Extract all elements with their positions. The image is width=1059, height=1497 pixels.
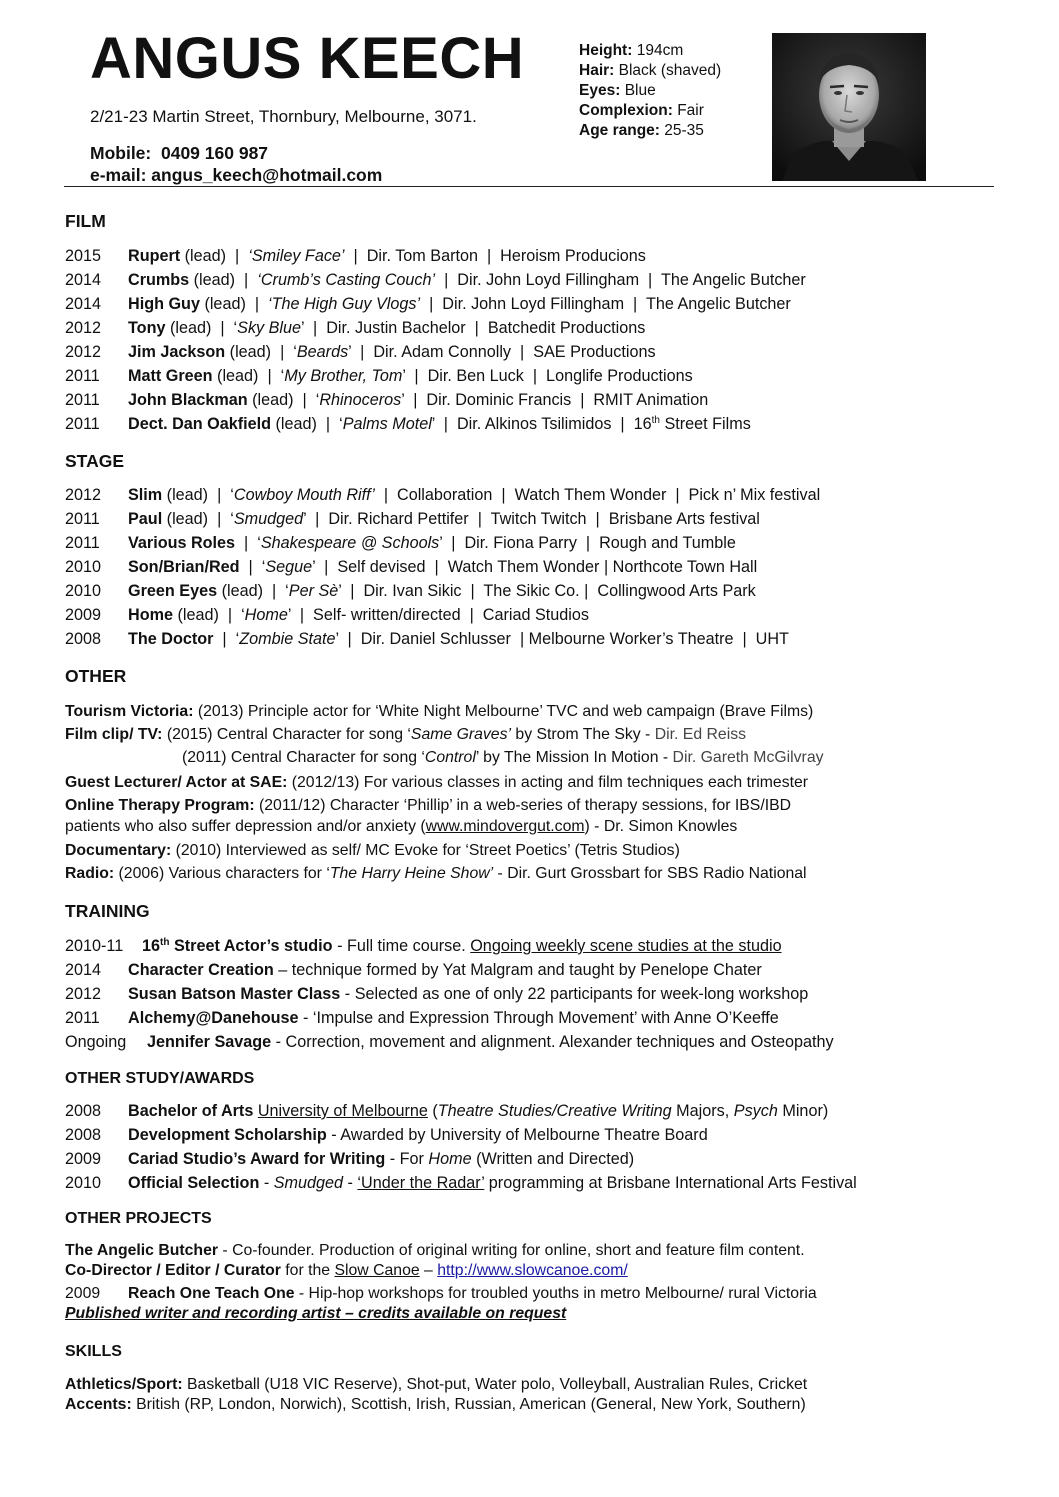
production-title: ‘Smiley Face’ [248,247,345,265]
song-title: Same Graves’ [410,726,512,743]
year: 2014 [65,271,102,289]
year: 2009 [65,1150,102,1168]
year: 2014 [65,961,102,979]
item-text-underlined: Ongoing weekly scene studies at the studio [470,937,782,955]
list-item [65,1284,817,1304]
course-name: Susan Batson Master Class [128,985,341,1003]
stat-label: Age range: [579,122,660,139]
list-item [65,1123,857,1147]
stat-label: Hair: [579,62,615,79]
role: Paul [128,510,163,528]
project-title: Slow Canoe [334,1262,420,1279]
role: Various Roles [128,534,236,552]
item-text: - For [385,1150,429,1168]
year: 2009 [65,1285,101,1302]
email-line [90,164,382,186]
list-item [65,1395,807,1415]
production-title: Palms Motel [342,415,432,433]
stat-height [579,41,721,61]
separator: | ‘ [235,534,261,552]
list-item [65,364,806,388]
lead-tag: (lead) [247,391,294,409]
course-name: Street Actor’s studio [169,937,333,955]
stat-value: 194cm [636,42,684,59]
award-name: Cariad Studio’s Award for Writing [128,1150,386,1168]
production-title: Cowboy Mouth Riff’ [233,486,375,504]
item-text: ’ by The Mission In Motion - [475,749,673,766]
mobile-number: 0409 160 987 [160,143,269,163]
production-title: Rhinoceros [319,391,402,409]
other-list [65,702,824,887]
stat-label: Complexion: [579,102,673,119]
section-heading-other: OTHER [65,666,127,686]
year: 2010 [65,582,102,600]
production-title: Home [244,606,288,624]
separator: | [245,295,269,313]
credits: ’ | Dir. Ben Luck | Longlife Productions [402,367,693,385]
website-link[interactable]: www.mindovergut.com [425,818,585,835]
item-text: (2015) Central Character for song ‘ [162,726,411,743]
year: 2012 [65,319,102,337]
year: 2010 [65,1174,102,1192]
list-item [65,292,806,316]
item-text: ) - Dr. Simon Knowles [584,818,738,835]
year: Ongoing [65,1033,127,1051]
list-item [65,340,806,364]
year: 2008 [65,1102,102,1120]
item-text: Minor) [777,1102,829,1120]
item-text: (2012/13) For various classes in acting and film techniques each trimester [287,774,809,791]
production-title: Zombie State [239,630,336,648]
skill-label: Accents: [65,1396,132,1413]
separator: | ‘ [262,582,289,600]
item-text: - Full time course. [332,937,471,955]
separator: | ‘ [208,510,234,528]
stat-hair [579,61,721,81]
section-heading-film: FILM [65,211,106,231]
actor-name: ANGUS KEECH [90,26,525,91]
list-item [65,1375,807,1395]
training-list [65,934,834,1054]
list-item [65,531,820,555]
lead-tag: (lead) [225,343,272,361]
section-heading-projects: OTHER PROJECTS [65,1210,212,1227]
separator: | [226,247,249,265]
year: 2011 [65,510,100,528]
item-text: ( [427,1102,438,1120]
section-heading-study-awards: OTHER STUDY/AWARDS [65,1070,255,1087]
role: Matt Green [128,367,213,385]
list-item [65,483,820,507]
item-text: – [419,1262,438,1279]
song-title: Control [424,749,476,766]
email-address: angus_keech@hotmail.com [151,165,383,185]
lead-tag: (lead) [172,606,219,624]
separator: | ‘ [218,606,245,624]
role: Crumbs [128,271,190,289]
published-note: Published writer and recording artist – credits available on request [65,1305,567,1322]
award-name: Official Selection [128,1174,260,1192]
lead-tag: (lead) [199,295,246,313]
role: High Guy [128,295,200,313]
item-text: - Awarded by University of Melbourne Theatre Board [326,1126,708,1144]
item-text: by Strom The Sky - [511,726,655,743]
mobile-line [90,142,382,164]
list-item [65,244,806,268]
major: Theatre Studies/Creative Writing [437,1102,672,1120]
lead-tag: (lead) [271,415,317,433]
separator: | ‘ [316,415,343,433]
address: 2/21-23 Martin Street, Thornbury, Melbourne, 3071. [90,107,477,126]
contact-block [90,142,382,186]
item-text: - Dir. Gurt Grossbart for SBS Radio National [493,865,807,882]
skill-label: Athletics/Sport: [65,1376,183,1393]
role: Home [128,606,173,624]
item-text: programming at Brisbane International Arts Festival [484,1174,857,1192]
stat-value: Blue [624,82,656,99]
director: Dir. Gareth McGilvray [672,749,824,766]
separator: | [235,271,258,289]
year: 2012 [65,343,102,361]
production-title: Per Sè [288,582,339,600]
list-item [65,579,820,603]
credits: ’ | Self devised | Watch Them Wonder | Northcote Town Hall [312,558,758,576]
production-title: ‘The High Guy Vlogs’ [268,295,421,313]
production-title: ‘Crumb’s Casting Couch’ [257,271,436,289]
item-text: - Co-founder. Production of original writing for online, short and feature film content. [218,1242,805,1259]
item-text: - [343,1174,358,1192]
stat-value: Black (shaved) [618,62,722,79]
list-item [65,1241,817,1261]
item-label: Online Therapy Program: [65,797,255,814]
year: 2011 [65,415,100,433]
list-item [65,627,820,651]
projects-list [65,1241,817,1324]
section-heading-training: TRAINING [65,901,150,921]
section-heading-stage: STAGE [65,451,124,471]
year: 2011 [65,367,100,385]
production-title: Segue [265,558,313,576]
year: 2010 [65,558,102,576]
minor: Psych [733,1102,778,1120]
course-name: 16 [142,937,161,955]
project-name: Co-Director / Editor / Curator [65,1262,281,1279]
list-item [65,1147,857,1171]
director: Dir. Ed Reiss [654,726,746,743]
film-list [65,244,806,436]
project-name: Reach One Teach One [128,1285,295,1302]
list-item [65,1304,817,1324]
item-text: - Hip-hop workshops for troubled youths in metro Melbourne/ rural Victoria [294,1285,817,1302]
item-label: Guest Lecturer/ Actor at SAE: [65,774,288,791]
stat-complexion [579,101,721,121]
lead-tag: (lead) [217,582,263,600]
stat-eyes [579,81,721,101]
item-text: Majors, [671,1102,734,1120]
list-item [65,555,820,579]
project-name: The Angelic Butcher [65,1242,219,1259]
list-item [65,412,806,436]
credits: ’ | Dir. Alkinos Tsilimidos | 16 [431,415,652,433]
list-item [65,316,806,340]
work-title: Home [428,1150,472,1168]
role: Jim Jackson [128,343,226,361]
item-text: (2011) Central Character for song ‘ [182,749,425,766]
separator: | ‘ [271,343,297,361]
list-item [65,864,824,887]
separator: | ‘ [239,558,266,576]
credits: ’ | Dir. Fiona Parry | Rough and Tumble [439,534,736,552]
headshot-photo [772,33,926,181]
item-text: (2010) Interviewed as self/ MC Evoke for ‘Street Poetics’ (Tetris Studios) [171,842,680,859]
headshot-portrait [772,33,926,181]
year: 2014 [65,295,102,313]
item-label: Tourism Victoria: [65,703,194,720]
item-text: - Correction, movement and alignment. Alexander techniques and Osteopathy [271,1033,834,1051]
item-text: – technique formed by Yat Malgram and taught by Penelope Chater [273,961,762,979]
email-label: e-mail: [90,165,147,185]
list-item [65,1171,857,1195]
list-item [65,982,834,1006]
lead-tag: (lead) [189,271,236,289]
year: 2009 [65,606,102,624]
role: The Doctor [128,630,214,648]
course-name: Alchemy@Danehouse [128,1009,299,1027]
item-text: Basketball (U18 VIC Reserve), Shot-put, Water polo, Volleyball, Australian Rules, Cricket [182,1376,808,1393]
list-item [65,507,820,531]
credits: ’ | Self- written/directed | Cariad Studios [287,606,589,624]
credits: ’ | Dir. Adam Connolly | SAE Productions [348,343,656,361]
mobile-label: Mobile: [90,143,152,163]
lead-tag: (lead) [212,367,259,385]
item-text: - ‘Impulse and Expression Through Movement’ with Anne O’Keeffe [298,1009,779,1027]
list-item [65,603,820,627]
credits: | Collaboration | Watch Them Wonder | Pick n’ Mix festival [374,486,821,504]
program-name: ‘Under the Radar’ [357,1174,485,1192]
study-list [65,1099,857,1195]
item-text: patients who also suffer depression and/or anxiety ( [65,818,426,835]
course-name: Character Creation [128,961,274,979]
separator: | ‘ [208,486,234,504]
item-text: British (RP, London, Norwich), Scottish, Irish, Russian, American (General, New York, Southern) [131,1396,806,1413]
production-title: Smudged [233,510,304,528]
year: 2011 [65,1009,100,1027]
section-heading-skills: SKILLS [65,1343,122,1360]
institution: University of Melbourne [257,1102,428,1120]
award-name: Bachelor of Arts [128,1102,254,1120]
item-label: Radio: [65,865,115,882]
lead-tag: (lead) [180,247,227,265]
list-item [65,725,824,748]
list-item [65,388,806,412]
list-item [65,773,824,796]
item-text: (2011/12) Character ‘Phillip’ in a web-series of therapy sessions, for IBS/IBD [254,797,792,814]
header-divider [64,186,994,187]
superscript: th [651,415,660,426]
credits: ’ | Dir. Richard Pettifer | Twitch Twitch | Brisbane Arts festival [303,510,760,528]
item-text: (2006) Various characters for ‘ [114,865,330,882]
item-label: Film clip/ TV: [65,726,163,743]
list-item [65,958,834,982]
list-item [65,1261,817,1284]
list-item [65,841,824,864]
credits: | Dir. John Loyd Fillingham | The Angelic Butcher [435,271,806,289]
stat-label: Height: [579,42,633,59]
stage-list [65,483,820,651]
production-title: Shakespeare @ Schools [260,534,440,552]
list-item [65,1030,834,1054]
year: 2011 [65,391,100,409]
credits: ’ | Dir. Justin Bachelor | Batchedit Productions [301,319,646,337]
item-text: (2013) Principle actor for ‘White Night Melbourne’ TVC and web campaign (Brave Films) [193,703,814,720]
list-item [65,268,806,292]
separator: | ‘ [258,367,285,385]
lead-tag: (lead) [162,510,209,528]
year: 2011 [65,534,100,552]
production-title: Beards [296,343,349,361]
separator: | ‘ [293,391,320,409]
credits: ’ | Dir. Daniel Schlusser | Melbourne Worker’s Theatre | UHT [335,630,789,648]
year: 2012 [65,985,102,1003]
stat-age-range [579,121,721,141]
role: Son/Brian/Red [128,558,240,576]
list-item [65,1006,834,1030]
stat-label: Eyes: [579,82,621,99]
credits: | Dir. John Loyd Fillingham | The Angelic Butcher [420,295,791,313]
stat-value: 25-35 [664,122,704,139]
production-title: My Brother, Tom [284,367,403,385]
course-name: Jennifer Savage [147,1033,272,1051]
year: 2010-11 [65,937,124,955]
item-text: for the [280,1262,335,1279]
role: Dect. Dan Oakfield [128,415,272,433]
credits: ’ | Dir. Ivan Sikic | The Sikic Co. | Collingwood Arts Park [338,582,756,600]
credits-tail: Street Films [659,415,751,433]
production-title: Sky Blue [237,319,302,337]
show-title: The Harry Heine Show’ [329,865,494,882]
item-text: - [259,1174,274,1192]
item-text: - Selected as one of only 22 participants for week-long workshop [340,985,809,1003]
lead-tag: (lead) [165,319,212,337]
year: 2008 [65,630,102,648]
role: Slim [128,486,163,504]
skills-list [65,1375,807,1415]
role: Tony [128,319,166,337]
work-title: Smudged [273,1174,344,1192]
award-name: Development Scholarship [128,1126,327,1144]
physical-stats [579,41,721,141]
list-item [65,1099,857,1123]
superscript: th [160,937,170,948]
website-link[interactable]: http://www.slowcanoe.com/ [437,1262,628,1279]
year: 2008 [65,1126,102,1144]
list-item [65,748,824,773]
credits: | Dir. Tom Barton | Heroism Producions [344,247,646,265]
lead-tag: (lead) [162,486,209,504]
list-item [65,934,834,958]
year: 2015 [65,247,102,265]
separator: | ‘ [213,630,240,648]
list-item [65,702,824,725]
separator: | ‘ [211,319,238,337]
item-label: Documentary: [65,842,172,859]
list-item [65,796,824,817]
item-text: (Written and Directed) [471,1150,635,1168]
stat-value: Fair [677,102,704,119]
role: Green Eyes [128,582,218,600]
year: 2012 [65,486,102,504]
role: John Blackman [128,391,248,409]
role: Rupert [128,247,181,265]
list-item [65,817,824,841]
credits: ’ | Dir. Dominic Francis | RMIT Animation [401,391,709,409]
